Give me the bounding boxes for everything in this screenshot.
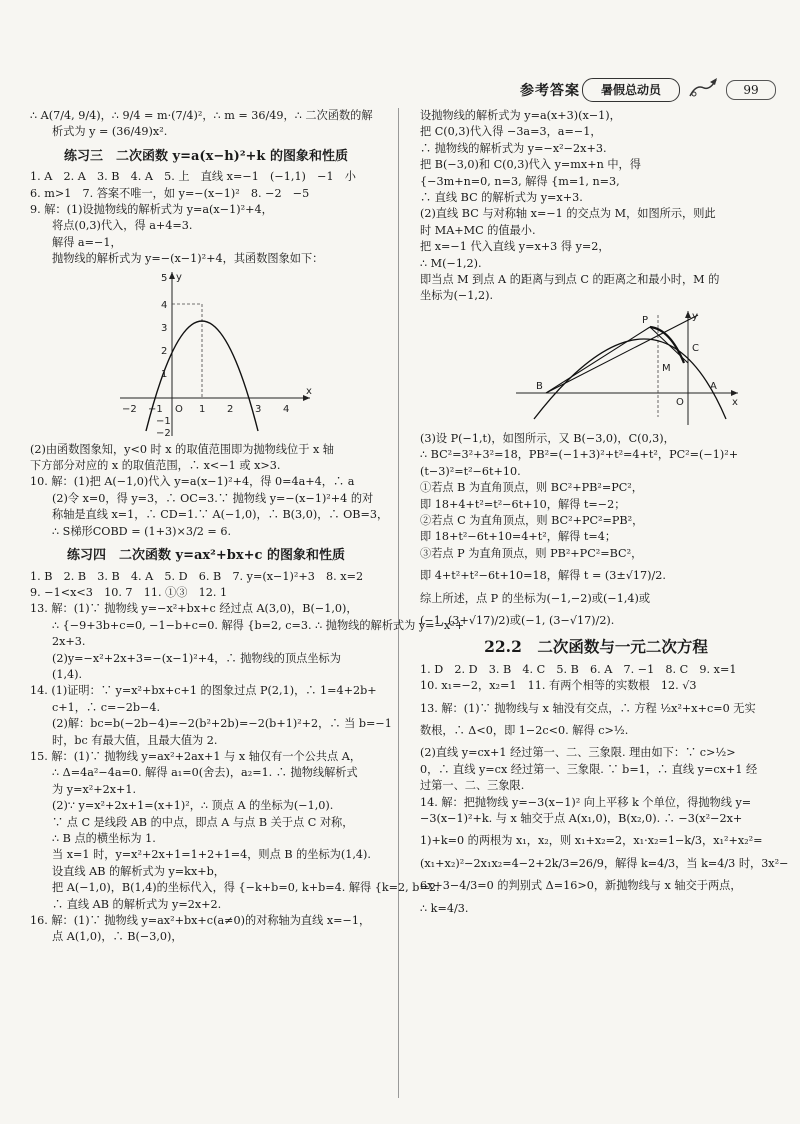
tick-label: 1 bbox=[199, 403, 206, 415]
text-line: (x₁+x₂)²−2x₁x₂=4−2+2k/3=26/9，解得 k=4/3，当 k=4/3 时，3x²− bbox=[420, 856, 789, 870]
header-badge: 暑假总动员 bbox=[582, 78, 680, 102]
text-line: 13. 解：(1)∵ 抛物线 y=−x²+bx+c 经过点 A(3,0)，B(−1,0)， bbox=[30, 602, 358, 616]
text-line: 过第一、二、三象限. bbox=[420, 779, 525, 793]
point-label-o: O bbox=[676, 396, 684, 408]
text-line: 时，bc 有最大值，且最大值为 2. bbox=[52, 733, 218, 747]
x-axis-label: x bbox=[306, 385, 312, 397]
text-line: 9. 解：(1)设抛物线的解析式为 y=a(x−1)²+4， bbox=[30, 203, 273, 217]
text-line: c+1，∴ c=−2b−4. bbox=[52, 700, 161, 714]
text-line: ∴ 直线 AB 的解析式为 y=2x+2. bbox=[52, 897, 222, 911]
y-axis-label: y bbox=[176, 271, 182, 283]
section-title-practice-4: 练习四 二次函数 y=ax²+bx+c 的图象和性质 bbox=[67, 548, 345, 564]
text-line: (3)设 P(−1,t)，如图所示，又 B(−3,0)，C(0,3)， bbox=[420, 431, 675, 445]
text-line: 9. −1<x<3 10. 7 11. ①③ 12. 1 bbox=[30, 585, 228, 599]
text-line: ∵ 点 C 是线段 AB 的中点，即点 A 与点 B 关于点 C 对称， bbox=[52, 815, 354, 829]
text-line: (−1, (3+√17)/2)或(−1, (3−√17)/2). bbox=[420, 613, 615, 627]
text-line: 1. A 2. A 3. B 4. A 5. 上 直线 x=−1 (−1,1) −1 小 bbox=[30, 170, 356, 184]
geometry-graph bbox=[516, 307, 772, 427]
parabola-graph bbox=[30, 270, 382, 438]
text-line: ∴ k=4/3. bbox=[420, 901, 469, 915]
text-line: ∴ B 点的横坐标为 1. bbox=[52, 832, 156, 845]
y-axis-label: y bbox=[692, 310, 698, 322]
text-line: 把 A(−1,0)，B(1,4)的坐标代入，得 {−k+b=0, k+b=4. 解得 {k=2, b=2. bbox=[52, 881, 440, 895]
text-line: 10. 解：(1)把 A(−1,0)代入 y=a(x−1)²+4，得 0=4a+4，∴ a bbox=[30, 475, 355, 489]
text-line: ∴ S梯形COBD = (1+3)×3/2 = 6. bbox=[52, 524, 232, 538]
text-line: 为 y=x²+2x+1. bbox=[52, 782, 137, 796]
text-line: 即 4+t²+t²−6t+10=18，解得 t = (3±√17)/2. bbox=[420, 569, 666, 583]
tick-label: −2 bbox=[156, 427, 171, 439]
text-line: 1. D 2. D 3. B 4. C 5. B 6. A 7. −1 8. C 9. x=1 bbox=[420, 662, 737, 676]
text-line: 综上所述，点 P 的坐标为(−1,−2)或(−1,4)或 bbox=[420, 591, 651, 605]
text-line: ③若点 P 为直角顶点，则 PB²+PC²=BC²， bbox=[420, 546, 643, 560]
text-line: 即当点 M 到点 A 的距离与到点 C 的距离之和最小时，M 的 bbox=[420, 273, 720, 287]
text-line: 称轴是直线 x=1，∴ CD=1.∵ A(−1,0)，∴ B(3,0)，∴ OB=3， bbox=[52, 508, 389, 522]
page-number: 99 bbox=[726, 80, 776, 100]
text-line: (t−3)²=t²−6t+10. bbox=[420, 464, 521, 478]
text-line: ∴ 直线 BC 的解析式为 y=x+3. bbox=[420, 191, 583, 205]
text-line: −3(x−1)²+k. 与 x 轴交于点 A(x₁,0)，B(x₂,0). ∴ −3(x²−2x+ bbox=[420, 812, 743, 825]
pencil-icon bbox=[686, 76, 720, 106]
text-line: (2)解：bc=b(−2b−4)=−2(b²+2b)=−2(b+1)²+2，∴ 当 b=−1 bbox=[52, 717, 392, 731]
text-line: 0，∴ 直线 y=cx 经过第一、三象限. ∵ b=1，∴ 直线 y=cx+1 经 bbox=[420, 762, 758, 776]
tick-label: 3 bbox=[255, 403, 262, 415]
point-label-m: M bbox=[662, 362, 671, 374]
text-line: 坐标为(−1,2). bbox=[420, 289, 494, 303]
point-label-a: A bbox=[710, 380, 717, 392]
text-line: 下方部分对应的 x 的取值范围，∴ x<−1 或 x>3. bbox=[30, 459, 281, 473]
x-axis-label: x bbox=[732, 396, 738, 408]
text-line: 即 18+4+t²=t²−6t+10，解得 t=−2； bbox=[420, 497, 626, 511]
tick-label: −1 bbox=[148, 403, 163, 415]
tick-label: 4 bbox=[283, 403, 290, 415]
text-line: (1,4). bbox=[52, 667, 83, 681]
text-line: 10. x₁=−2，x₂=1 11. 有两个相等的实数根 12. √3 bbox=[420, 679, 697, 693]
text-line: 14. 解：把抛物线 y=−3(x−1)² 向上平移 k 个单位，得抛物线 y= bbox=[420, 795, 752, 809]
section-title-22-2: 22.2 二次函数与一元二次方程 bbox=[484, 637, 708, 657]
text-line: ∴ Δ=4a²−4a=0. 解得 a₁=0(舍去)，a₂=1. ∴ 抛物线解析式 bbox=[52, 766, 358, 780]
text-line: 解得 a=−1， bbox=[52, 235, 122, 249]
text-line: 把 C(0,3)代入得 −3a=3，a=−1， bbox=[420, 125, 602, 139]
text-line: ∴ M(−1,2). bbox=[420, 256, 482, 270]
text-line: 14. (1)证明：∵ y=x²+bx+c+1 的图象过点 P(2,1)，∴ 1=4+2b+ bbox=[30, 684, 377, 698]
text-line: (2)直线 y=cx+1 经过第一、二、三象限. 理由如下：∵ c>½> bbox=[420, 746, 736, 760]
text-line: 6. m>1 7. 答案不唯一，如 y=−(x−1)² 8. −2 −5 bbox=[30, 186, 310, 200]
tick-label: −2 bbox=[122, 403, 137, 415]
text-line: (2)由函数图象知，y<0 时 x 的取值范围即为抛物线位于 x 轴 bbox=[30, 442, 334, 456]
point-label-p: P bbox=[642, 314, 649, 326]
column-divider bbox=[398, 108, 399, 1098]
text-line: ∴ {−9+3b+c=0, −1−b+c=0. 解得 {b=2, c=3. ∴ 抛物线的解析式为 y=−x²+ bbox=[52, 618, 465, 632]
text-line: {−3m+n=0, n=3, 解得 {m=1, n=3, bbox=[420, 174, 620, 188]
text-line: 即 18+t²−6t+10=4+t²，解得 t=4； bbox=[420, 530, 617, 544]
text-line: 当 x=1 时，y=x²+2x+1=1+2+1=4，则点 B 的坐标为(1,4). bbox=[52, 848, 371, 862]
right-column bbox=[420, 108, 789, 917]
text-line: (2)∵ y=x²+2x+1=(x+1)²，∴ 顶点 A 的坐标为(−1,0). bbox=[52, 799, 334, 813]
text-line: (2)y=−x²+2x+3=−(x−1)²+4，∴ 抛物线的顶点坐标为 bbox=[52, 651, 341, 665]
text-line: 将点(0,3)代入，得 a+4=3. bbox=[52, 219, 193, 233]
text-line: 点 A(1,0)，∴ B(−3,0)， bbox=[52, 930, 183, 944]
point-label-b: B bbox=[536, 380, 543, 392]
text-line: 析式为 y = (36/49)x². bbox=[52, 125, 168, 139]
text-line: 时 MA+MC 的值最小. bbox=[420, 223, 536, 237]
tick-label: 1 bbox=[161, 368, 168, 380]
text-line: 数根，∴ Δ<0，即 1−2c<0. 解得 c>½. bbox=[420, 723, 629, 737]
text-line: ∴ BC²=3²+3²=18，PB²=(−1+3)²+t²=4+t²，PC²=(−1)²+ bbox=[420, 448, 739, 462]
text-line: 设直线 AB 的解析式为 y=kx+b， bbox=[52, 864, 225, 878]
text-line: ①若点 B 为直角顶点，则 BC²+PB²=PC²， bbox=[420, 481, 643, 495]
text-line: 设抛物线的解析式为 y=a(x+3)(x−1)， bbox=[420, 109, 621, 122]
tick-label: 4 bbox=[161, 299, 168, 311]
text-line: ∴ 抛物线的解析式为 y=−x²−2x+3. bbox=[420, 141, 607, 155]
text-line: 1. B 2. B 3. B 4. A 5. D 6. B 7. y=(x−1)²+3 8. x=2 bbox=[30, 569, 364, 583]
header-title: 参考答案 bbox=[520, 83, 580, 99]
point-label-c: C bbox=[692, 342, 699, 354]
tick-label: 2 bbox=[161, 345, 168, 357]
page-header bbox=[520, 78, 780, 104]
text-line: (2)直线 BC 与对称轴 x=−1 的交点为 M，如图所示，则此 bbox=[420, 207, 716, 221]
tick-label: O bbox=[175, 403, 183, 415]
text-line: 抛物线的解析式为 y=−(x−1)²+4，其函数图象如下： bbox=[52, 252, 324, 266]
tick-label: 2 bbox=[227, 403, 234, 415]
tick-label: 5 bbox=[161, 272, 168, 284]
text-line: 13. 解：(1)∵ 抛物线与 x 轴没有交点，∴ 方程 ½x²+x+c=0 无实 bbox=[420, 701, 756, 715]
text-line: 15. 解：(1)∵ 抛物线 y=ax²+2ax+1 与 x 轴仅有一个公共点 A， bbox=[30, 749, 362, 763]
tick-label: 3 bbox=[161, 322, 168, 334]
text-line: ②若点 C 为直角顶点，则 BC²+PC²=PB²， bbox=[420, 513, 644, 527]
text-line: 把 x=−1 代入直线 y=x+3 得 y=2， bbox=[420, 240, 610, 254]
section-title-practice-3: 练习三 二次函数 y=a(x−h)²+k 的图象和性质 bbox=[64, 148, 348, 164]
text-line: 1)+k=0 的两根为 x₁，x₂，则 x₁+x₂=2，x₁·x₂=1−k/3，x₁²+x₂²= bbox=[420, 834, 763, 848]
text-line: 2x+3. bbox=[52, 635, 86, 649]
text-line: 6x+3−4/3=0 的判别式 Δ=16>0，新抛物线与 x 轴交于两点， bbox=[420, 879, 742, 893]
text-line: (2)令 x=0，得 y=3，∴ OC=3.∵ 抛物线 y=−(x−1)²+4 的对 bbox=[52, 491, 374, 505]
tick-label: −1 bbox=[156, 415, 171, 427]
text-line: ∴ A(7/4, 9/4)，∴ 9/4 = m·(7/4)²，∴ m = 36/49，∴ 二次函数的解 bbox=[30, 109, 373, 122]
text-line: 把 B(−3,0)和 C(0,3)代入 y=mx+n 中，得 bbox=[420, 158, 641, 172]
text-line: 16. 解：(1)∵ 抛物线 y=ax²+bx+c(a≠0)的对称轴为直线 x=−1， bbox=[30, 914, 371, 928]
